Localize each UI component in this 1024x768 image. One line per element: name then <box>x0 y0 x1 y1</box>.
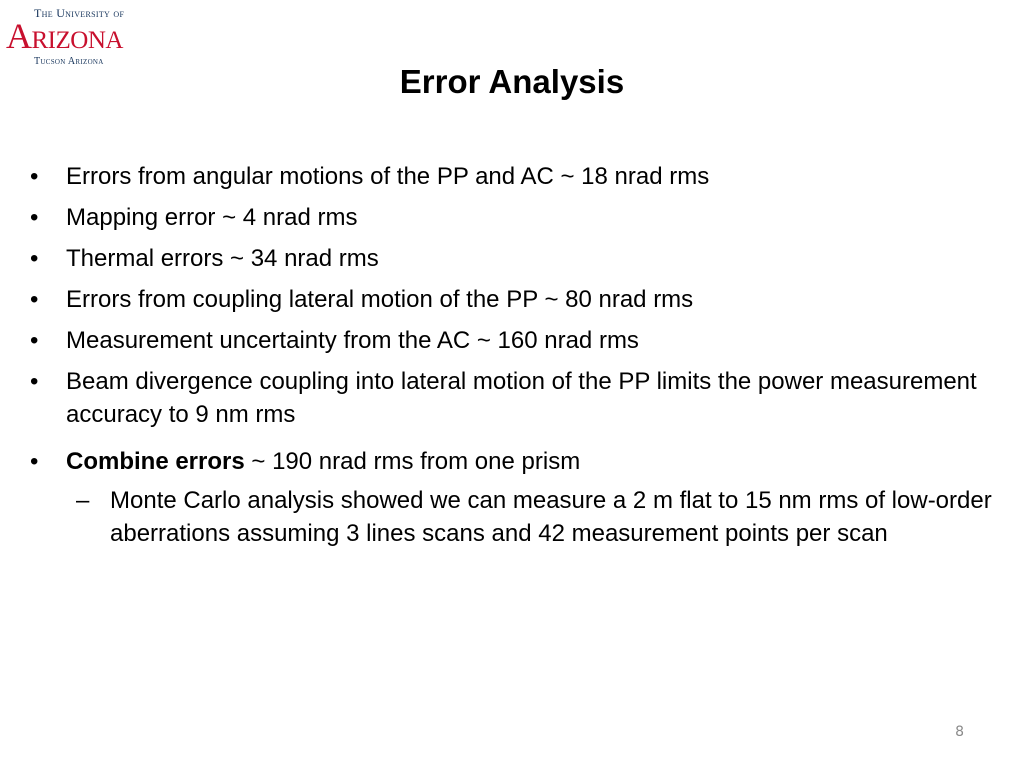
bullet-item <box>0 160 1024 193</box>
bullet-item <box>0 201 1024 234</box>
combine-errors-text: ~ 190 nrad rms from one prism <box>244 448 581 475</box>
bullet-item <box>0 242 1024 275</box>
bullet-item-combine-errors <box>0 445 1024 550</box>
logo-arizona-wordmark: Arizona <box>6 16 123 56</box>
bullet-marker: • <box>30 163 39 190</box>
bullet-marker: • <box>30 327 39 354</box>
bullet-text: Beam divergence coupling into lateral motion of the PP limits the power measurement accuracy to 9 nm rms <box>66 368 977 428</box>
logo-university-of: The University of <box>34 6 125 20</box>
bullet-marker: • <box>30 448 39 475</box>
bullet-text: Errors from angular motions of the PP and AC ~ 18 nrad rms <box>66 163 710 190</box>
logo-tucson-arizona: Tucson Arizona <box>34 56 104 67</box>
bullet-marker: • <box>30 245 39 272</box>
bullet-marker: • <box>30 286 39 313</box>
bullet-item <box>0 283 1024 316</box>
slide-title: Error Analysis <box>399 63 625 100</box>
bullet-text: Mapping error ~ 4 nrad rms <box>66 204 358 231</box>
bullet-marker: • <box>30 368 39 395</box>
bullet-item <box>0 324 1024 357</box>
bullet-text: Thermal errors ~ 34 nrad rms <box>66 245 379 272</box>
sub-bullet-text: Monte Carlo analysis showed we can measure a 2 m flat to 15 nm rms of low-order aberrations assuming 3 lines scans and 42 measurement points per scan <box>110 487 992 547</box>
bullet-list <box>0 160 1024 558</box>
bullet-text: Measurement uncertainty from the AC ~ 160 nrad rms <box>66 327 639 354</box>
bullet-item <box>0 365 1024 431</box>
sub-bullet-item <box>66 484 1004 550</box>
page-number: 8 <box>955 724 964 740</box>
bullet-marker: • <box>30 204 39 231</box>
sub-bullet-list <box>66 484 1004 550</box>
dash-marker: – <box>76 487 90 514</box>
bullet-text: Errors from coupling lateral motion of the PP ~ 80 nrad rms <box>66 286 694 313</box>
combine-errors-bold: Combine errors <box>66 448 245 475</box>
